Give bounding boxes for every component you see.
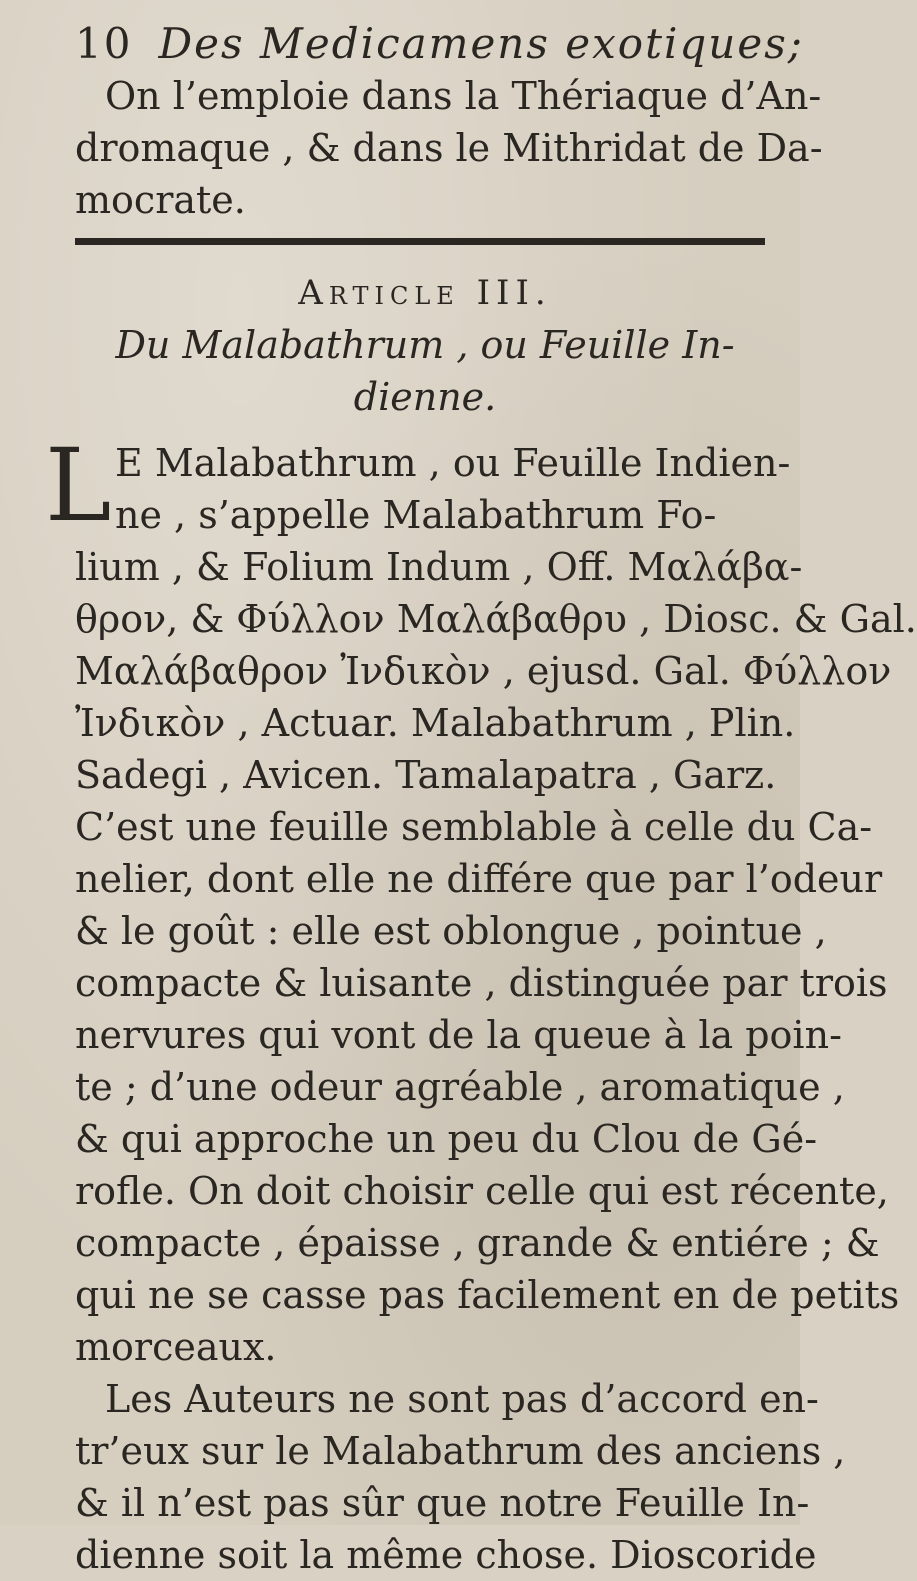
text-line: dromaque , & dans le Mithridat de Da- xyxy=(75,126,823,170)
text-line: ne , s’appelle Malabathrum Fo- xyxy=(115,493,717,537)
article-heading: Article III. xyxy=(298,273,552,313)
text-line: dienne soit la même chose. Dioscoride xyxy=(75,1533,817,1577)
text-block xyxy=(45,18,917,1581)
drop-cap: L xyxy=(45,427,112,544)
section-rule xyxy=(75,238,765,245)
running-head xyxy=(75,18,804,70)
first-line-text: E Malabathrum , ou Feuille Indien- xyxy=(115,441,791,485)
text-line: Ἰνδικὸν , Actuar. Malabathrum , Plin. xyxy=(75,701,796,745)
text-line: rofle. On doit choisir celle qui est récente, xyxy=(75,1169,889,1213)
subtitle-line: dienne. xyxy=(353,375,497,419)
text-line: On l’emploie dans la Thériaque d’An- xyxy=(105,74,822,118)
text-line: compacte , épaisse , grande & entiére ; & xyxy=(75,1221,880,1265)
article-paragraph-2 xyxy=(75,1373,846,1581)
text-line: & le goût : elle est oblongue , pointue , xyxy=(75,909,827,953)
text-line: Sadegi , Avicen. Tamalapatra , Garz. xyxy=(75,753,777,797)
text-line: Μαλάβαθρον Ἰνδικὸν , ejusd. Gal. Φύλλον xyxy=(75,649,892,693)
text-line: nelier, dont elle ne différe que par l’odeur xyxy=(75,857,883,901)
text-line: & qui approche un peu du Clou de Gé- xyxy=(75,1117,818,1161)
text-line: te ; d’une odeur agréable , aromatique , xyxy=(75,1065,845,1109)
intro-paragraph xyxy=(75,70,823,226)
subtitle-line: Du Malabathrum , ou Feuille In- xyxy=(115,323,735,367)
text-line: Les Auteurs ne sont pas d’accord en- xyxy=(105,1377,819,1421)
article-paragraph-1 xyxy=(45,427,917,1373)
text-line: qui ne se casse pas facilement en de petits xyxy=(75,1273,900,1317)
text-line: compacte & luisante , distinguée par trois xyxy=(75,961,888,1005)
page-number: 10 xyxy=(75,19,133,68)
text-line: & il n’est pas sûr que notre Feuille In- xyxy=(75,1481,810,1525)
text-line: morceaux. xyxy=(75,1325,277,1369)
article-subtitle xyxy=(75,319,775,423)
text-line: θρον, & Φύλλον Μαλάβαθρυ , Diosc. & Gal. xyxy=(75,597,917,641)
running-title: Des Medicamens exotiques; xyxy=(158,19,804,68)
text-line: C’est une feuille semblable à celle du Ca- xyxy=(75,805,873,849)
text-line: mocrate. xyxy=(75,178,246,222)
text-line: tr’eux sur le Malabathrum des anciens , xyxy=(75,1429,846,1473)
text-line: nervures qui vont de la queue à la poin- xyxy=(75,1013,842,1057)
text-line: lium , & Folium Indum , Off. Μαλάβα- xyxy=(75,545,803,589)
